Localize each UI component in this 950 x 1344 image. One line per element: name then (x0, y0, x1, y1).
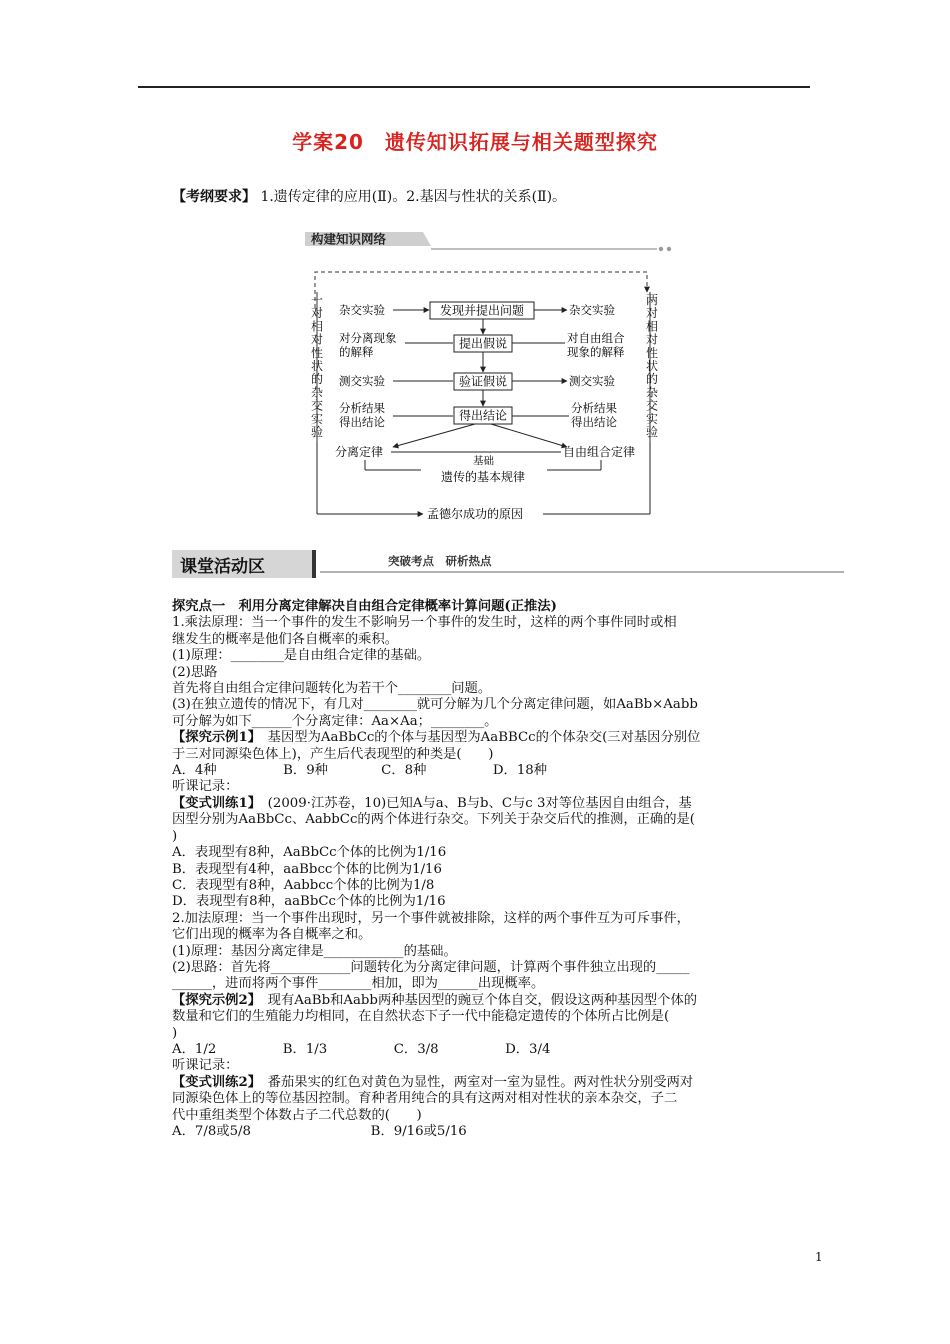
right-step-4b: 得出结论 (571, 415, 617, 429)
text-line: 它们出现的概率为各自概率之和。 (172, 927, 372, 943)
text-line (172, 1075, 812, 1091)
svg-text:提出假说: 提出假说 (458, 336, 508, 351)
text-line: ) (172, 828, 178, 844)
text-line: C．表现型有8种，Aabbcc个体的比例为1/8 (172, 877, 435, 893)
text-line: 于三对同源染色体上)，产生后代表现型的种类是( ) (172, 746, 494, 762)
left-vertical-label: 一对相对性状的杂交实验 (311, 293, 324, 439)
law-left: 分离定律 (335, 445, 384, 459)
center-step-4 (454, 407, 512, 424)
text-line: 听课记录： (172, 1058, 239, 1074)
text-line: ) (172, 1025, 178, 1041)
text-line: 继发生的概率是他们各自概率的乘积。 (172, 631, 399, 647)
text-line: A．4种 B．9种 C．8种 D．18种 (172, 763, 548, 779)
dot-icon (659, 247, 663, 251)
text-line: 可分解为如下______个分离定律：Aa×Aa；________。 (172, 713, 498, 729)
page-number: 1 (815, 1250, 823, 1264)
svg-text:验证假说: 验证假说 (458, 374, 508, 389)
diagram-header (305, 232, 671, 251)
left-step-4b: 得出结论 (339, 415, 385, 429)
worksheet-body (172, 599, 812, 1140)
band-label: 课堂活动区 (180, 557, 265, 577)
left-step-3: 测交实验 (339, 374, 385, 388)
text-line: D．表现型有8种，aaBbCc个体的比例为1/16 (172, 894, 446, 910)
center-step-2 (454, 335, 512, 352)
dot-icon (667, 247, 671, 251)
example-text: 基因型为AaBbCc的个体与基因型为AaBBCc的个体杂交(三对基因分别位 (254, 730, 701, 746)
center-step-1 (430, 302, 534, 319)
reason-label: 孟德尔成功的原因 (427, 507, 524, 521)
right-step-2b: 现象的解释 (567, 345, 625, 359)
page-title: 学案20 遗传知识拓展与相关题型探究 (292, 130, 658, 154)
requirements-label: 【考纲要求】 (172, 189, 256, 205)
basic-law: 遗传的基本规律 (441, 470, 526, 484)
svg-text:得出结论: 得出结论 (458, 408, 508, 423)
left-step-2a: 对分离现象 (339, 331, 397, 345)
left-step-4a: 分析结果 (339, 401, 385, 415)
text-line: 探究点一 利用分离定律解决自由组合定律概率计算问题(正推法) (172, 599, 557, 614)
left-step-1: 杂交实验 (339, 303, 385, 317)
text-line: A．7/8或5/8 B．9/16或5/16 (172, 1124, 467, 1139)
right-step-4a: 分析结果 (571, 401, 617, 415)
text-line: (1)原理：基因分离定律是____________的基础。 (172, 943, 457, 959)
text-line: 数量和它们的生殖能力均相同，在自然状态下子一代中能稳定遗传的个体所占比例是( (172, 1009, 670, 1025)
text-line (172, 993, 812, 1009)
text-line: (1)原理：________是自由组合定律的基础。 (172, 648, 431, 664)
right-step-3: 测交实验 (569, 374, 615, 388)
example-label: 【变式训练2】 (172, 1074, 255, 1090)
text-line (172, 796, 812, 812)
text-line: 1.乘法原理：当一个事件的发生不影响另一个事件的发生时，这样的两个事件同时或相 (172, 615, 677, 631)
text-line: A．1/2 B．1/3 C．3/8 D．3/4 (172, 1041, 551, 1057)
text-line: 代中重组类型个体数占子二代总数的( ) (172, 1107, 422, 1123)
basis-label: 基础 (473, 455, 494, 467)
syllabus-requirements (172, 186, 566, 206)
text-line: A．表现型有8种，AaBbCc个体的比例为1/16 (172, 845, 447, 861)
knowledge-network-diagram (305, 232, 680, 527)
text-line: 首先将自由组合定律问题转化为若干个________问题。 (172, 681, 492, 697)
right-step-2a: 对自由组合 (567, 331, 625, 345)
band-subtitle: 突破考点 研析热点 (388, 554, 492, 568)
text-line: 听课记录： (172, 779, 239, 795)
text-line: B．表现型有4种，aaBbcc个体的比例为1/16 (172, 861, 442, 877)
example-text: 现有AaBb和Aabb两种基因型的豌豆个体自交，假设这两种基因型个体的 (254, 992, 698, 1008)
example-text: (2009·江苏卷，10)已知A与a、B与b、C与c 3对等位基因自由组合，基 (254, 795, 692, 811)
example-label: 【探究示例2】 (172, 992, 255, 1008)
text-line: 2.加法原理：当一个事件出现时，另一个事件就被排除，这样的两个事件互为可斥事件， (172, 910, 690, 926)
text-line: (2)思路 (172, 664, 218, 680)
top-rule (138, 86, 810, 88)
text-line: 因型分别为AaBbCc、AabbCc的两个体进行杂交。下列关于杂交后代的推测，正确的是( (172, 812, 695, 828)
text-line (172, 730, 812, 746)
law-right: 自由组合定律 (563, 445, 636, 459)
example-label: 【变式训练1】 (172, 795, 255, 811)
diagram-header-text: 构建知识网络 (311, 232, 387, 247)
left-step-2b: 的解释 (339, 345, 374, 359)
text-line: (2)思路：首先将____________问题转化为分离定律问题，计算两个事件独立出现的_____ (172, 959, 690, 975)
right-step-1: 杂交实验 (569, 303, 615, 317)
requirements-text: 1.遗传定律的应用(Ⅱ)。2.基因与性状的关系(Ⅱ)。 (256, 189, 567, 205)
right-vertical-label: 两对相对性状的杂交实验 (646, 293, 659, 439)
text-line: ______，进而将两个事件________相加，即为______出现概率。 (172, 976, 545, 992)
center-step-3 (454, 373, 512, 390)
svg-text:发现并提出问题: 发现并提出问题 (439, 303, 525, 318)
text-line: 同源染色体上的等位基因控制。育种者用纯合的具有这两对相对性状的亲本杂交，子二 (172, 1091, 678, 1107)
example-text: 番茄果实的红色对黄色为显性，两室对一室为显性。两对性状分别受两对 (254, 1074, 694, 1090)
example-label: 【探究示例1】 (172, 730, 255, 746)
section-band (172, 548, 844, 582)
text-line: (3)在独立遗传的情况下，有几对________就可分解为几个分离定律问题，如AaBb×Aabb (172, 697, 698, 713)
